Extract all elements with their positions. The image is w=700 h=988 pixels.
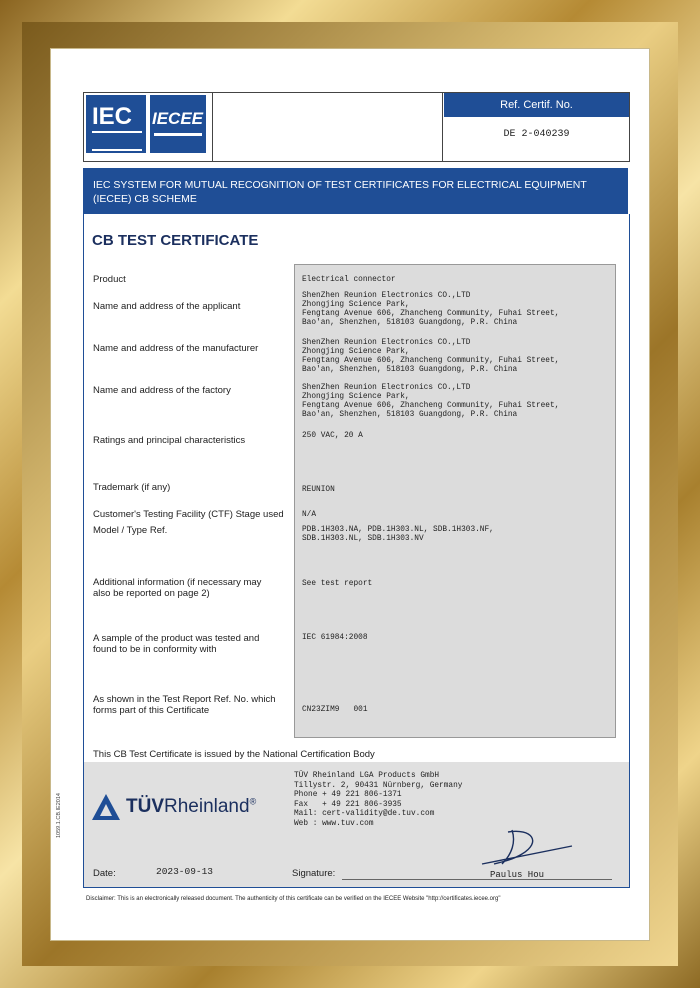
product-label: Product bbox=[93, 274, 126, 285]
certificate-header bbox=[83, 92, 630, 162]
scheme-band: IEC SYSTEM FOR MUTUAL RECOGNITION OF TEST CERTIFICATES FOR ELECTRICAL EQUIPMENT (IECEE) CB SCHEME bbox=[83, 168, 628, 214]
ctf-value: N/A bbox=[302, 511, 317, 519]
model-value: PDB.1H303.NA, PDB.1H303.NL, SDB.1H303.NF, SDB.1H303.NL, SDB.1H303.NV bbox=[302, 526, 494, 543]
date-label: Date: bbox=[93, 868, 116, 879]
signature-line bbox=[342, 879, 612, 880]
signer-name: Paulus Hou bbox=[490, 870, 545, 880]
additional-label: Additional information (if necessary may also be reported on page 2) bbox=[93, 577, 262, 599]
side-code: 1059.1.CB.IE2014 bbox=[56, 793, 62, 838]
ref-title: Ref. Certif. No. bbox=[444, 93, 629, 117]
product-value: Electrical connector bbox=[302, 276, 396, 284]
logo-cell bbox=[84, 93, 213, 161]
trademark-label: Trademark (if any) bbox=[93, 482, 171, 493]
manufacturer-label: Name and address of the manufacturer bbox=[93, 343, 259, 354]
ref-number: DE 2-040239 bbox=[503, 129, 570, 140]
ratings-value: 250 VAC, 20 A bbox=[302, 432, 363, 440]
issued-statement: This CB Test Certificate is issued by the National Certification Body bbox=[93, 749, 375, 760]
factory-label: Name and address of the factory bbox=[93, 385, 231, 396]
report-label: As shown in the Test Report Ref. No. which forms part of this Certificate bbox=[93, 694, 276, 716]
applicant-value: ShenZhen Reunion Electronics CO.,LTD Zhongjing Science Park, Fengtang Avenue 606, Zhancheng Community, Fuhai Street, Bao'an, Shenzhen, 518103 Guangdong, P.R. China bbox=[302, 292, 560, 327]
sample-value: IEC 61984:2008 bbox=[302, 634, 368, 642]
disclaimer: Disclaimer: This is an electronically released document. The authenticity of this certificate can be verified on the IECEE Website "http://certificates.iecee.org" bbox=[86, 896, 501, 902]
certificate-body bbox=[83, 214, 630, 763]
iecee-logo: IECEE bbox=[150, 95, 206, 153]
model-label: Model / Type Ref. bbox=[93, 525, 168, 536]
header-blank-cell bbox=[212, 93, 443, 161]
trademark-value: REUNION bbox=[302, 486, 335, 494]
ref-cell bbox=[444, 93, 629, 161]
handwritten-signature bbox=[472, 824, 592, 870]
certificate-footer bbox=[83, 762, 630, 888]
iec-logo: IEC bbox=[86, 95, 146, 153]
report-value: CN23ZIM9 001 bbox=[302, 706, 368, 714]
sample-label: A sample of the product was tested and found to be in conformity with bbox=[93, 633, 260, 655]
issuer-address: TÜV Rheinland LGA Products GmbH Tillystr. 2, 90431 Nürnberg, Germany Phone + 49 221 806-1371 Fax + 49 221 806-3935 Mail: cert-validity@de.tuv.com Web : www.tuv.com bbox=[294, 772, 463, 828]
additional-value: See test report bbox=[302, 580, 373, 588]
applicant-label: Name and address of the applicant bbox=[93, 301, 241, 312]
certificate-title: CB TEST CERTIFICATE bbox=[92, 232, 259, 249]
factory-value: ShenZhen Reunion Electronics CO.,LTD Zhongjing Science Park, Fengtang Avenue 606, Zhancheng Community, Fuhai Street, Bao'an, Shenzhen, 518103 Guangdong, P.R. China bbox=[302, 384, 560, 419]
certificate-page bbox=[50, 48, 650, 941]
values-panel bbox=[294, 264, 616, 738]
tuv-brand: TÜVRheinland® bbox=[126, 796, 257, 817]
ratings-label: Ratings and principal characteristics bbox=[93, 435, 246, 446]
ctf-label: Customer's Testing Facility (CTF) Stage used bbox=[93, 509, 284, 520]
manufacturer-value: ShenZhen Reunion Electronics CO.,LTD Zhongjing Science Park, Fengtang Avenue 606, Zhancheng Community, Fuhai Street, Bao'an, Shenzhen, 518103 Guangdong, P.R. China bbox=[302, 339, 560, 374]
signature-label: Signature: bbox=[292, 868, 336, 879]
date-value: 2023-09-13 bbox=[156, 866, 214, 877]
